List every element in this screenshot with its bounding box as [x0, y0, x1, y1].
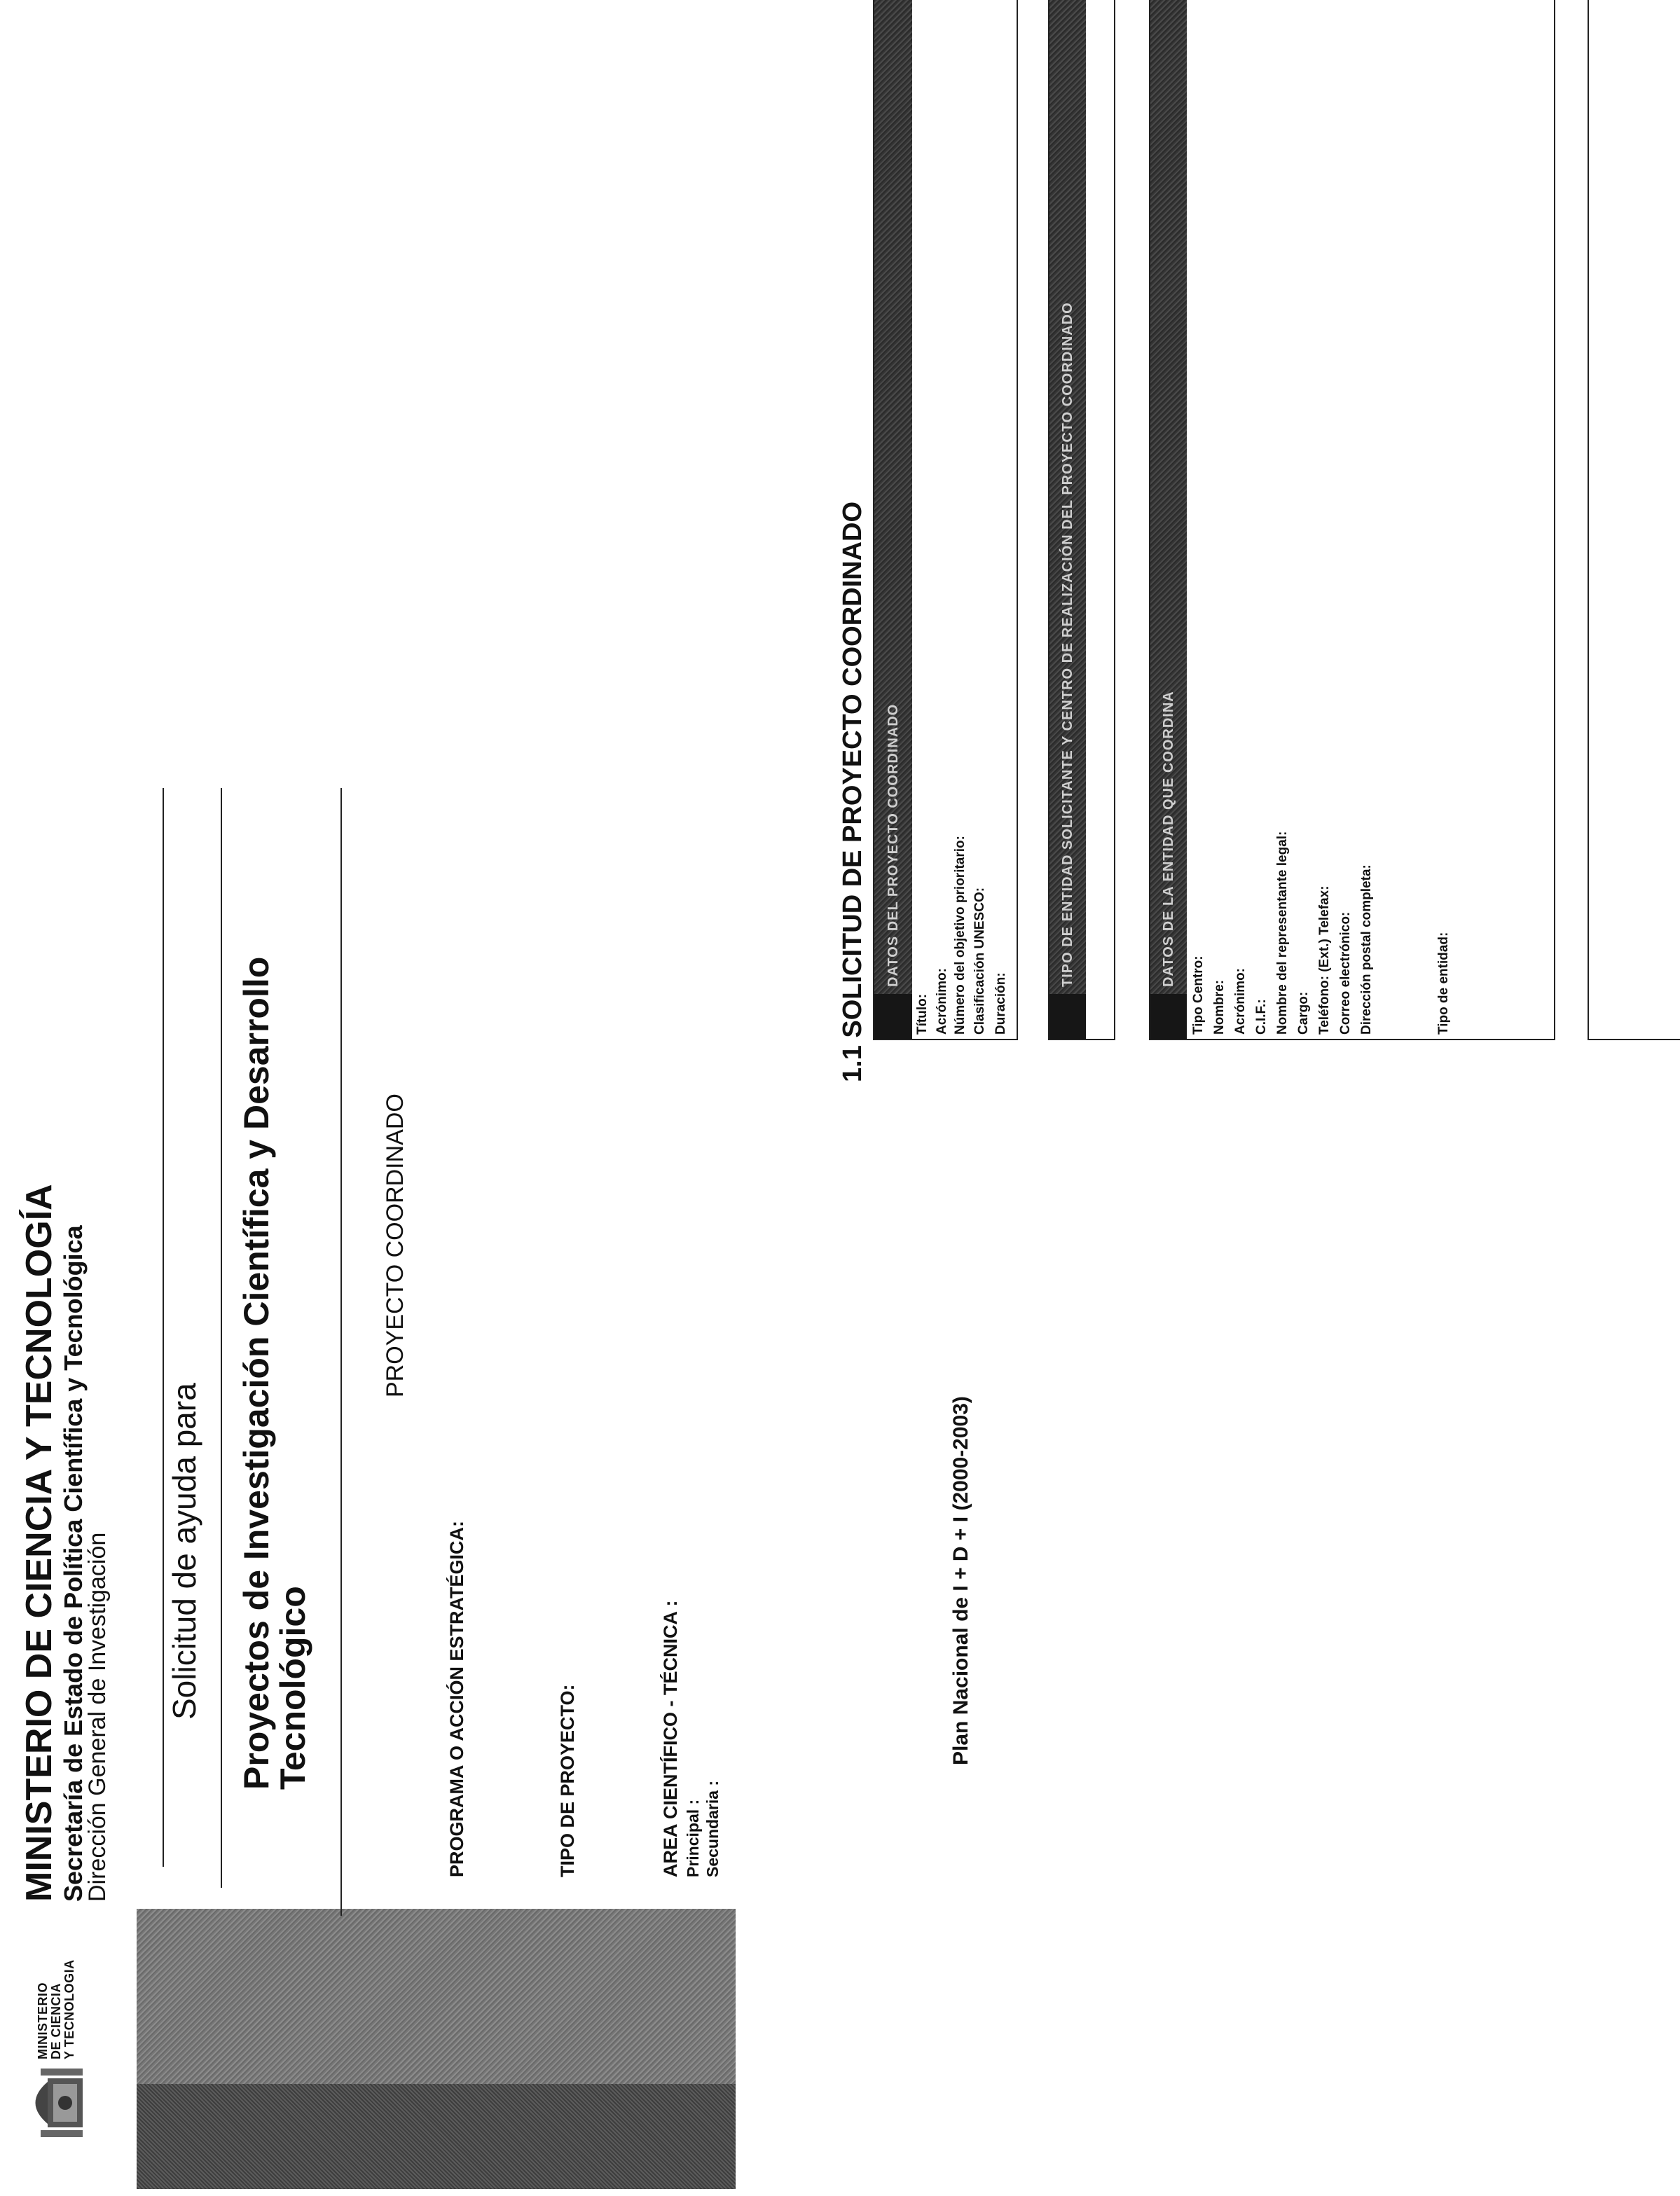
logo-line-2: DE CIENCIA	[49, 1982, 63, 2059]
logo-line-1: MINISTERIO	[36, 1982, 50, 2059]
request-label: Solicitud de ayuda para	[166, 1383, 202, 1720]
field-label: Título:	[915, 993, 930, 1035]
project-type-label: TIPO DE PROYECTO:	[557, 1684, 578, 1877]
section-header: TIPO DE ENTIDAD SOLICITANTE Y CENTRO DE REALIZACIÓN DEL PROYECTO COORDINADO	[1049, 0, 1086, 1039]
field-label: Cargo:	[1296, 991, 1311, 1035]
program-label: PROGRAMA O ACCIÓN ESTRATÉGICA:	[446, 1521, 467, 1877]
field-label: Nombre:	[1212, 979, 1227, 1035]
logo-wordmark	[36, 1959, 76, 2059]
divider	[340, 788, 342, 1916]
entity-type-section	[1048, 0, 1115, 1040]
form-frame	[838, 0, 1680, 2196]
coordinator-section	[1588, 0, 1680, 1040]
field-label: Clasificación UNESCO:	[972, 887, 987, 1035]
logo-line-3: Y TECNOLOGIA	[62, 1959, 76, 2059]
field-label: Dirección postal completa:	[1359, 864, 1374, 1035]
field-label: Teléfono: (Ext.) Telefax:	[1317, 885, 1332, 1035]
divider	[163, 788, 164, 1867]
coordinating-entity-section	[1149, 0, 1555, 1040]
field-label: Número del objetivo prioritario:	[953, 836, 968, 1035]
field-label: Tipo Centro:	[1191, 955, 1206, 1035]
field-label: Nombre del representante legal:	[1275, 831, 1290, 1035]
field-label: C.I.F.:	[1254, 999, 1269, 1035]
section-header: DATOS DEL PROYECTO COORDINADO	[874, 0, 912, 1039]
section-header: DATOS DE LA ENTIDAD QUE COORDINA	[1150, 0, 1187, 1039]
divider	[221, 788, 222, 1888]
field-label: Acrónimo:	[1233, 968, 1248, 1035]
decorative-band-dark	[137, 2084, 736, 2189]
field-label: Acrónimo:	[935, 968, 949, 1035]
form-title: 1.1 SOLICITUD DE PROYECTO COORDINADO	[838, 501, 867, 1082]
ministry-title: MINISTERIO DE CIENCIA Y TECNOLOGÍA	[19, 1184, 60, 1902]
area-label: AREA CIENTÍFICO - TÉCNICA :	[660, 1600, 681, 1877]
field-label: Tipo de entidad:	[1436, 932, 1451, 1035]
directorate-title: Dirección General de Investigación	[84, 1532, 111, 1902]
area-secundaria-label: Secundaria :	[703, 1780, 722, 1877]
project-data-section	[873, 0, 1018, 1040]
secretariat-title: Secretaría de Estado de Política Científica y Tecnológica	[59, 1225, 88, 1902]
ministry-crest-icon	[20, 2064, 90, 2141]
field-label: Correo electrónico:	[1338, 911, 1353, 1035]
coordinated-heading: PROYECTO COORDINADO	[382, 1093, 408, 1397]
project-type-title: Proyectos de Investigación Científica y Desarrollo Tecnológico	[237, 956, 312, 1790]
plan-label: Plan Nacional de I + D + I (2000-2003)	[949, 1396, 972, 1765]
field-label: Duración:	[993, 972, 1008, 1035]
area-principal-label: Principal :	[684, 1799, 702, 1877]
